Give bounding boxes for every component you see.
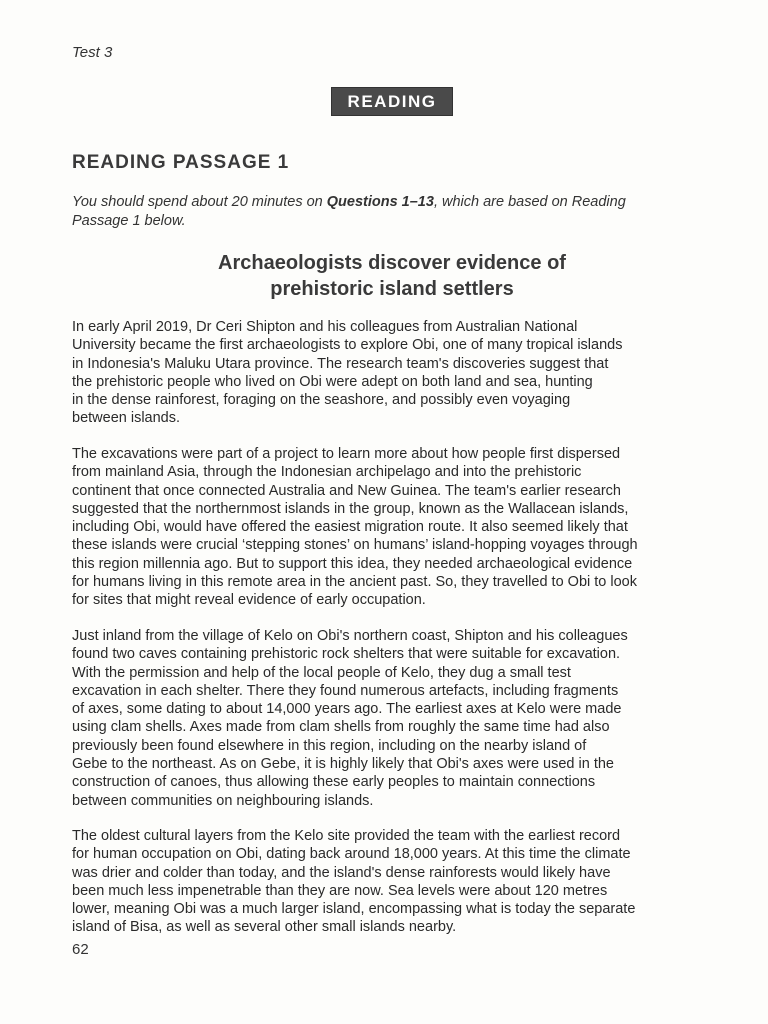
text-line: between islands.	[72, 410, 181, 427]
test-label: Test 3	[72, 44, 113, 61]
text-line: suggested that the northernmost islands in the group, known as the Wallacean islands,	[72, 500, 629, 517]
text-line: for human occupation on Obi, dating back around 18,000 years. At this time the climate	[72, 846, 631, 863]
paragraph-1	[72, 318, 722, 428]
paragraph-4	[72, 827, 722, 937]
paragraph-2	[72, 445, 722, 610]
text-line: between communities on neighbouring islands.	[72, 792, 374, 809]
text-line: excavation in each shelter. There they found numerous artefacts, including fragments	[72, 682, 619, 699]
text-line: the prehistoric people who lived on Obi were adept on both land and sea, hunting	[72, 373, 593, 390]
text-line: In early April 2019, Dr Ceri Shipton and his colleagues from Australian National	[72, 319, 578, 335]
article-title	[72, 250, 712, 302]
instructions-line2: Passage 1 below.	[72, 213, 186, 229]
text-line: previously been found elsewhere in this region, including on the nearby island of	[72, 737, 587, 754]
page-number: 62	[72, 941, 89, 958]
text-line: including Obi, would have offered the easiest migration route. It also seemed likely that	[72, 519, 628, 536]
text-line: this region millennia ago. But to support this idea, they needed archaeological evidence	[72, 555, 633, 572]
text-line: continent that once connected Australia and New Guinea. The team's earlier research	[72, 482, 621, 499]
text-line: in the dense rainforest, foraging on the seashore, and possibly even voyaging	[72, 392, 571, 409]
section-banner: READING	[331, 87, 453, 116]
text-line: of axes, some dating to about 14,000 years ago. The earliest axes at Kelo were made	[72, 701, 622, 718]
text-line: The oldest cultural layers from the Kelo site provided the team with the earliest record	[72, 828, 621, 844]
text-line: University became the first archaeologists to explore Obi, one of many tropical islands	[72, 337, 623, 354]
text-line: for sites that might reveal evidence of early occupation.	[72, 592, 426, 609]
text-line: Gebe to the northeast. As on Gebe, it is highly likely that Obi's axes were used in the	[72, 756, 614, 773]
text-line: these islands were crucial ‘stepping stones’ on humans’ island-hopping voyages through	[72, 537, 638, 554]
text-line: found two caves containing prehistoric rock shelters that were suitable for excavation.	[72, 646, 621, 663]
passage-heading: READING PASSAGE 1	[72, 152, 290, 173]
article-title-line: prehistoric island settlers	[270, 278, 514, 300]
text-line: construction of canoes, thus allowing these early peoples to maintain connections	[72, 774, 596, 791]
text-line: in Indonesia's Maluku Utara province. The research team's discoveries suggest that	[72, 355, 609, 372]
text-line: was drier and colder than today, and the island's dense rainforests would likely have	[72, 864, 611, 881]
paragraph-3	[72, 627, 722, 810]
text-line: for humans living in this remote area in the ancient past. So, they travelled to Obi to look	[72, 574, 637, 591]
text-line: Just inland from the village of Kelo on Obi's northern coast, Shipton and his colleagues	[72, 628, 628, 644]
instructions-questions: Questions 1–13	[326, 194, 434, 210]
text-line: With the permission and help of the local people of Kelo, they dug a small test	[72, 664, 571, 681]
text-line: island of Bisa, as well as several other small islands nearby.	[72, 919, 457, 936]
article-title-line: Archaeologists discover evidence of	[218, 252, 566, 274]
instructions-pre: You should spend about 20 minutes on	[72, 194, 327, 210]
instructions-post: , which are based on Reading	[433, 194, 626, 210]
text-line: lower, meaning Obi was a much larger island, encompassing what is today the separate	[72, 901, 636, 918]
text-line: The excavations were part of a project to learn more about how people first dispersed	[72, 446, 621, 462]
text-line: been much less impenetrable than they are now. Sea levels were about 120 metres	[72, 882, 608, 899]
text-line: from mainland Asia, through the Indonesian archipelago and into the prehistoric	[72, 464, 582, 481]
instructions	[72, 193, 702, 231]
text-line: using clam shells. Axes made from clam shells from roughly the same time had also	[72, 719, 610, 736]
